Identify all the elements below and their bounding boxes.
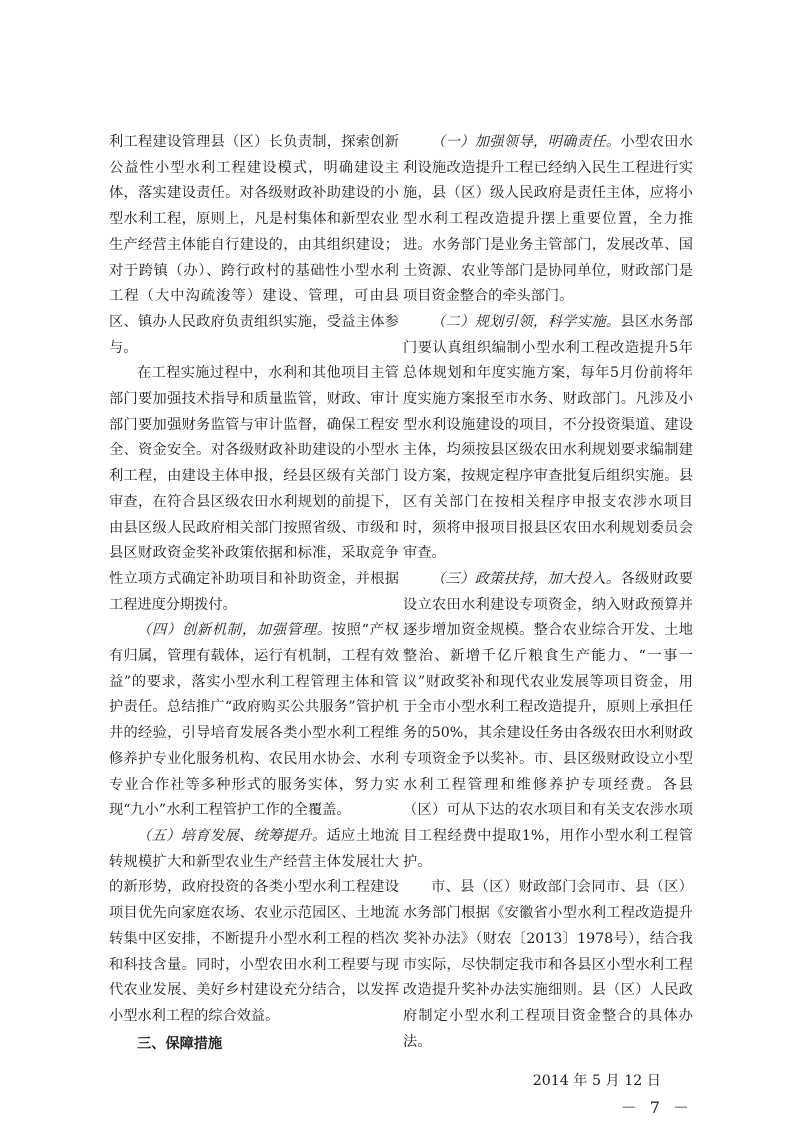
subsection-heading-4: （四）创新机制，加强管理。 bbox=[137, 622, 332, 639]
left-paragraph-4 bbox=[109, 824, 399, 1030]
subsection-heading-1: （一）加强领导，明确责任。 bbox=[431, 134, 621, 150]
subsection-heading-2: （二）规划引领，科学实施。 bbox=[431, 313, 621, 330]
subsection-heading-3: （三）政策扶持，加大投入。 bbox=[431, 570, 621, 587]
right-paragraph-3 bbox=[403, 567, 693, 875]
left-paragraph-3 bbox=[109, 618, 399, 824]
right-paragraph-1 bbox=[403, 130, 693, 310]
right-paragraph-2-body: 县区水务部门要认真组织编制小型水利工程改造提升5年总体规划和年度实施方案，每年5月份前将年度实施方案报至市水务、财政部门。凡涉及小型水利设施建设的项目，不分投资渠道、建设主体，均须按县区级农田水利规划要求编制建设方案，按规定程序审查批复后组织实施。县区有关部门在按相关程序申报支农涉水项目时，须将申报项目报县区农田水利规划委员会审查。 bbox=[403, 313, 693, 562]
left-column bbox=[109, 130, 399, 1057]
right-paragraph-3-body: 各级财政要设立农田水利建设专项资金，纳入财政预算并逐步增加资金规模。整合农业综合开发、土地整治、新增千亿斤粮食生产能力、“一事一议”财政奖补和现代农业发展等项目资金，用于全市小型水利工程改造提升，原则上承担任务的50%，其余建设任务由各级农田水利财政专项资金予以奖补。市、县区级财政设立小型水利工程管理和维修养护专项经费。各县（区）可从下达的农水项目和有关支农涉水项目工程经费中提取1%，用作小型水利工程管护。 bbox=[403, 570, 693, 870]
left-paragraph-4-body: 适应土地流转规模扩大和新型农业生产经营主体发展壮大的新形势，政府投资的各类小型水利工程建设项目优先向家庭农场、农业示范园区、土地流转集中区安排，不断提升小型水利工程的档次和科技含量。同时，小型农田水利工程要与现代农业发展、美好乡村建设充分结合，以发挥小型水利工程的综合效益。 bbox=[109, 827, 399, 1024]
left-paragraph-2: 在工程实施过程中，水利和其他项目主管部门要加强技术指导和质量监管，财政、审计部门要加强财务监管与审计监督，确保工程安全、资金安全。对各级财政补助建设的小型水利工程，由建设主体申报，经县区级有关部门审查，在符合县区级农田水利规划的前提下，由县区级人民政府相关部门按照省级、市级和县区财政资金奖补政策依据和标准，采取竞争性立项方式确定补助项目和补助资金，并根据工程进度分期拨付。 bbox=[109, 365, 399, 613]
section-heading: 三、保障措施 bbox=[137, 1035, 223, 1052]
right-paragraph-2 bbox=[403, 310, 693, 567]
document-date: 2014 年 5 月 12 日 bbox=[532, 1073, 661, 1090]
left-paragraph-1: 利工程建设管理县（区）长负责制，探索创新公益性小型水利工程建设模式，明确建设主体，落实建设责任。对各级财政补助建设的小型水利工程，原则上，凡是村集体和新型农业生产经营主体能自行建设的，由其组织建设；对于跨镇（办）、跨行政村的基础性小型水利工程（大中沟疏浚等）建设、管理，可由县区、镇办人民政府负责组织实施，受益主体参与。 bbox=[109, 134, 399, 356]
right-paragraph-4: 市、县（区）财政部门会同市、县（区）水务部门根据《安徽省小型水利工程改造提升奖补办法》（财农〔2013〕1978号），结合我市实际，尽快制定我市和各县区小型水利工程改造提升奖补办法实施细则。县（区）人民政府制定小型水利工程项目资金整合的具体办法。 bbox=[403, 879, 693, 1050]
left-paragraph-3-body: 按照“产权有归属，管理有载体，运行有机制，工程有效益”的要求，落实小型水利工程管理主体和管护责任。总结推广“政府购买公共服务”管护机井的经验，引导培育发展各类小型水利工程维修养护专业化服务机构、农民用水协会、水利专业合作社等多种形式的服务实体，努力实现“九小”水利工程管护工作的全覆盖。 bbox=[109, 622, 399, 819]
right-paragraph-1-body: 小型农田水利设施改造提升工程已经纳入民生工程进行实施，县（区）级人民政府是责任主体，应将小型水利工程改造提升摆上重要位置，全力推进。水务部门是业务主管部门，发展改革、国土资源、农业等部门是协同单位，财政部门是项目资金整合的牵头部门。 bbox=[403, 134, 693, 305]
right-column bbox=[403, 130, 693, 1121]
page-number: － 7 － bbox=[620, 1098, 693, 1118]
subsection-heading-5: （五）培育发展、统筹提升。 bbox=[137, 827, 327, 844]
